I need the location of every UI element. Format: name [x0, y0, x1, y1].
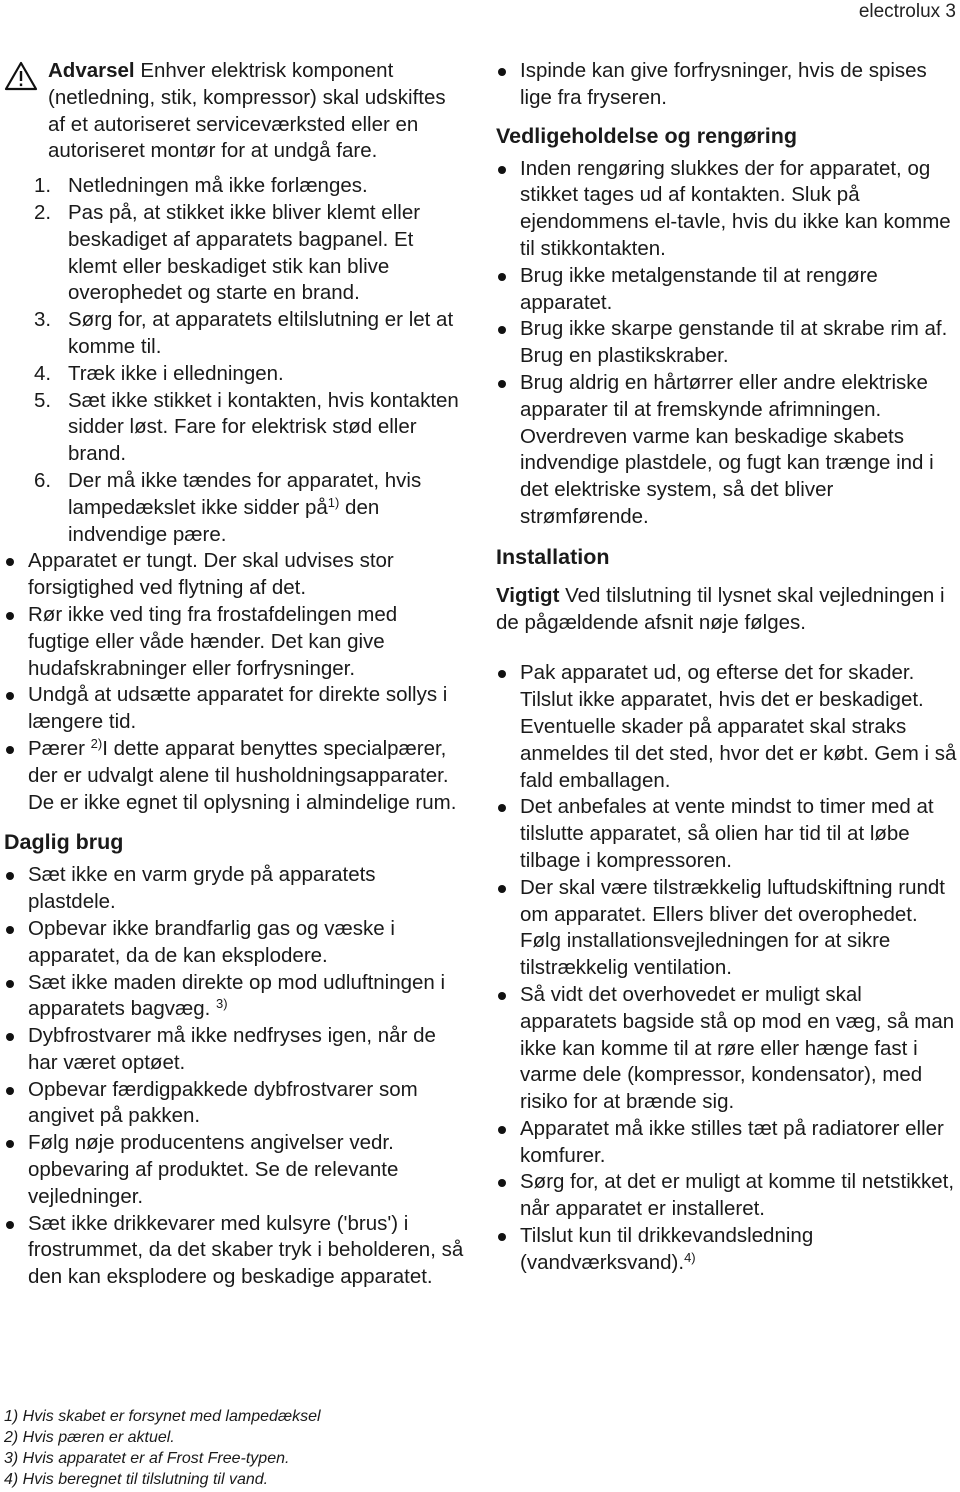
item-number: 3.: [34, 308, 52, 332]
footnote: 3) Hvis apparatet er af Frost Free-typen.: [4, 1450, 290, 1467]
bullet-icon: [4, 1023, 28, 1077]
list-item: [34, 307, 464, 361]
item-number: 5.: [34, 388, 52, 412]
list-item: [4, 736, 464, 816]
installation-bullet-list: [496, 660, 958, 1276]
item-text: Brug ikke metalgenstande til at rengøre apparatet.: [520, 263, 878, 314]
right-column: [496, 58, 958, 1277]
warning-title: Advarsel: [48, 59, 135, 82]
list-item: [34, 200, 464, 307]
bullet-icon: [496, 316, 520, 370]
item-text: Der skal være tilstrækkelig luftudskiftning rundt om apparatet. Ellers bliver det overophedet. Følg installationsvejledningen for at sikre tilstrækkelig ventilation.: [520, 875, 945, 980]
item-text: Apparatet er tungt. Der skal udvises stor forsigtighed ved flytning af det.: [28, 549, 394, 600]
bullet-icon: [4, 682, 28, 736]
list-item: [4, 602, 464, 682]
item-text: Brug ikke skarpe genstande til at skrabe rim af. Brug en plastikskraber.: [520, 317, 948, 368]
list-item: [34, 468, 464, 548]
bullet-icon: [496, 263, 520, 317]
list-item: [496, 1223, 958, 1277]
footnote-ref: 3): [216, 996, 228, 1012]
item-number: 1.: [34, 174, 52, 198]
list-item: [4, 548, 464, 602]
list-item: [496, 58, 958, 112]
item-text-part: Tilslut kun til drikkevandsledning (vandværksvand).: [520, 1224, 814, 1274]
item-text: Ispinde kan give forfrysninger, hvis de spises lige fra fryseren.: [520, 59, 927, 109]
item-text: Undgå at udsætte apparatet for direkte sollys i længere tid.: [28, 683, 448, 734]
right-top-bullet-list: [496, 58, 958, 112]
list-item: [4, 1077, 464, 1131]
maintenance-bullet-list: [496, 156, 958, 531]
bullet-icon: [4, 736, 28, 816]
daily-bullet-list: [4, 862, 464, 1291]
item-text: Netledningen må ikke forlænges.: [68, 174, 368, 198]
bullet-icon: [4, 970, 28, 1024]
numbered-list: [34, 173, 464, 548]
item-text: Følg nøje producentens angivelser vedr. opbevaring af produktet. Se de relevante vejledninger.: [28, 1131, 399, 1208]
bullet-icon: [496, 156, 520, 263]
footnote: 1) Hvis skabet er forsynet med lampedæksel: [4, 1408, 321, 1425]
item-text: [28, 736, 464, 816]
list-item: [496, 370, 958, 531]
bullet-icon: [496, 794, 520, 874]
item-text: Træk ikke i elledningen.: [68, 361, 284, 385]
bullet-icon: [496, 1169, 520, 1223]
list-item: [496, 1116, 958, 1170]
item-text: Inden rengøring slukkes der for apparatet, og stikket tages ud af kontakten. Sluk på ejendommens el-tavle, hvis du ikke kan komme til stikkontakten.: [520, 156, 951, 260]
bullet-icon: [4, 916, 28, 970]
footnote-ref: 4): [684, 1249, 696, 1265]
item-text: [68, 468, 464, 548]
item-text: Pak apparatet ud, og efterse det for skader. Tilslut ikke apparatet, hvis det er beskadiget. Eventuelle skader på apparatet skal straks anmeldes til det sted, hvor det er købt. Gem i så fald emballagen.: [520, 661, 957, 792]
item-text: [28, 970, 464, 1024]
warning-triangle-icon: [4, 58, 48, 165]
footnote: 4) Hvis beregnet til tilslutning til vand.: [4, 1471, 269, 1488]
item-text-part: Sæt ikke maden direkte op mod udluftningen i apparatets bagvæg.: [28, 970, 446, 1021]
list-item: [34, 173, 464, 200]
list-item: [496, 316, 958, 370]
important-text: Ved tilslutning til lysnet skal vejledningen i de pågældende afsnit nøje følges.: [496, 583, 945, 634]
warning-body: Enhver elektrisk komponent (netledning, stik, kompressor) skal udskiftes af et autoriseret serviceværksted eller en autoriseret montør for at undgå fare.: [48, 59, 446, 163]
item-text: Brug aldrig en hårtørrer eller andre elektriske apparater til at fremskynde afrimningen. Overdreven varme kan beskadige skabets indvendige plastdele, og fugt kan trænge ind i det elektriske system, så det bliver strømførende.: [520, 370, 934, 528]
bullet-icon: [496, 370, 520, 531]
item-text-part: Der må ikke tændes for apparatet, hvis lampedækslet ikke sidder på: [68, 468, 422, 519]
list-item: [496, 1169, 958, 1223]
item-text: Sæt ikke en varm gryde på apparatets plastdele.: [28, 863, 376, 914]
list-item: [496, 875, 958, 982]
item-text: Pas på, at stikket ikke bliver klemt eller beskadiget af apparatets bagpanel. Et klemt eller beskadiget stik kan blive overophedet og starte en brand.: [68, 200, 421, 305]
section-heading-maintenance: Vedligeholdelse og rengøring: [496, 123, 798, 148]
item-text: Rør ikke ved ting fra frostafdelingen med fugtige eller våde hænder. Det kan give hudafskrabninger eller forfrysninger.: [28, 602, 398, 680]
section-heading-daily: Daglig brug: [4, 830, 124, 855]
item-number: 2.: [34, 200, 52, 224]
list-item: [4, 682, 464, 736]
item-text: Dybfrostvarer må ikke nedfryses igen, når de har været optøet.: [28, 1024, 436, 1074]
left-column: [4, 58, 464, 1291]
warning-text: [48, 58, 464, 165]
list-item: [496, 794, 958, 874]
bullet-icon: [4, 1130, 28, 1210]
bullet-icon: [4, 602, 28, 682]
footnote-ref: 1): [327, 494, 340, 510]
footnotes: [4, 1406, 321, 1490]
list-item: [34, 388, 464, 468]
list-item: [4, 862, 464, 916]
item-text: Apparatet må ikke stilles tæt på radiatorer eller komfurer.: [520, 1116, 944, 1167]
warning-block: [4, 58, 464, 165]
item-text: Sørg for, at det er muligt at komme til netstikket, når apparatet er installeret.: [520, 1170, 955, 1221]
bullet-icon: [4, 862, 28, 916]
footnote: 2) Hvis pæren er aktuel.: [4, 1429, 175, 1446]
bullet-icon: [4, 1211, 28, 1291]
item-text: Så vidt det overhovedet er muligt skal apparatets bagside stå op mod en væg, så man ikke kan komme til at røre eller hænge fast i varme dele (kompressor, kondensator), med risiko for at brænde sig.: [520, 982, 955, 1114]
item-text: Opbevar ikke brandfarlig gas og væske i apparatet, da de kan eksplodere.: [28, 916, 395, 967]
item-text: Sæt ikke stikket i kontakten, hvis kontakten sidder løst. Fare for elektrisk stød eller brand.: [68, 388, 459, 466]
item-number: 6.: [34, 468, 52, 492]
item-text: Opbevar færdigpakkede dybfrostvarer som angivet på pakken.: [28, 1077, 418, 1128]
list-item: [4, 970, 464, 1024]
bullet-icon: [496, 982, 520, 1116]
item-text-part: den indvendige pære.: [68, 495, 380, 546]
list-item: [496, 982, 958, 1116]
list-item: [4, 1023, 464, 1077]
item-text: Sørg for, at apparatets eltilslutning er let at komme til.: [68, 308, 454, 358]
list-item: [4, 916, 464, 970]
item-text-part: I dette apparat benyttes specialpærer, der er udvalgt alene til husholdningsapparater. De er ikke egnet til oplysning i almindelige rum.: [28, 736, 457, 814]
list-item: [496, 156, 958, 263]
list-item: [496, 660, 958, 794]
item-text: [520, 1223, 958, 1277]
bullet-icon: [4, 548, 28, 602]
list-item: [34, 361, 464, 388]
bullet-icon: [496, 1116, 520, 1170]
page-header: electrolux 3: [858, 1, 956, 22]
bullet-icon: [496, 58, 520, 112]
item-text: Sæt ikke drikkevarer med kulsyre ('brus') i frostrummet, da det skaber tryk i beholderen, så den kan eksplodere og beskadige apparatet.: [28, 1211, 464, 1289]
item-text-part: Pærer: [28, 736, 91, 760]
important-title: Vigtigt: [496, 583, 560, 607]
footnote-ref: 2): [90, 735, 103, 751]
item-text: Det anbefales at vente mindst to timer med at tilslutte apparatet, så olien har tid til at løbe tilbage i kompressoren.: [520, 795, 934, 872]
bullet-icon: [4, 1077, 28, 1131]
list-item: [4, 1211, 464, 1291]
important-note: [496, 583, 958, 637]
section-heading-installation: Installation: [496, 544, 610, 569]
bullet-icon: [496, 875, 520, 982]
list-item: [4, 1130, 464, 1210]
item-number: 4.: [34, 361, 52, 385]
list-item: [496, 263, 958, 317]
safety-bullet-list: [4, 548, 464, 816]
bullet-icon: [496, 660, 520, 794]
bullet-icon: [496, 1223, 520, 1277]
